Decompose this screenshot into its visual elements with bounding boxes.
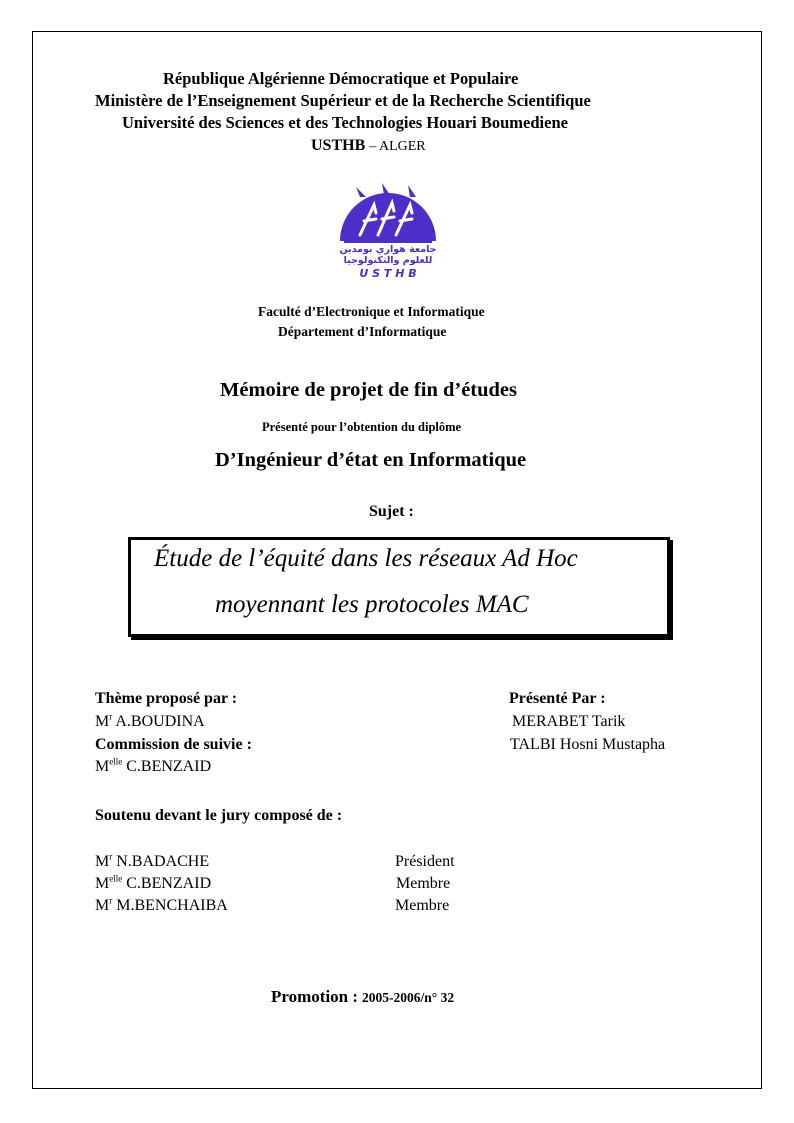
- jury-member: [95, 897, 228, 915]
- subject-line-2: moyennant les protocoles MAC: [215, 591, 529, 618]
- commission-title: M: [95, 758, 110, 775]
- presented-by-label: Présenté Par :: [509, 690, 606, 707]
- student-2: TALBI Hosni Mustapha: [510, 736, 666, 753]
- diploma: D’Ingénieur d’état en Informatique: [215, 449, 527, 471]
- promotion: [271, 987, 454, 1007]
- proposer-name: A.BOUDINA: [115, 713, 205, 730]
- jury-title-sup: elle: [109, 873, 123, 884]
- commission-name: C.BENZAID: [126, 758, 212, 775]
- subject-line-1: Étude de l’équité dans les réseaux Ad Hoc: [154, 545, 578, 572]
- commission-label: Commission de suivie :: [95, 736, 252, 753]
- promotion-value: 2005-2006/n° 32: [362, 990, 455, 1005]
- proposer: [95, 713, 205, 731]
- subject-label: Sujet :: [369, 503, 414, 520]
- jury-title: M: [95, 897, 110, 914]
- header-alger: – ALGER: [369, 139, 426, 154]
- faculty: Faculté d’Electronique et Informatique: [258, 304, 485, 319]
- jury-label: Soutenu devant le jury composé de :: [95, 807, 343, 824]
- proposer-title-sup: r: [109, 711, 113, 722]
- jury-title-sup: r: [109, 895, 113, 906]
- promotion-label: Promotion :: [271, 987, 359, 1006]
- department: Département d’Informatique: [278, 324, 447, 339]
- memoire-title: Mémoire de projet de fin d’études: [220, 379, 518, 401]
- logo-arabic-line-1: جامعة هواري بومدين: [339, 244, 437, 255]
- commission-title-sup: elle: [109, 756, 123, 767]
- header-line-4: [311, 137, 426, 155]
- logo-arabic-line-2: للعلوم والتكنولوجيا: [343, 255, 433, 266]
- student-1: MERABET Tarik: [512, 713, 626, 730]
- proposer-title: M: [95, 713, 110, 730]
- usthb-logo: [336, 183, 440, 281]
- header-line-1: République Algérienne Démocratique et Populaire: [163, 69, 519, 88]
- jury-member: [95, 853, 209, 871]
- logo-latin: U S T H B: [359, 267, 417, 280]
- jury-role: Président: [395, 853, 455, 870]
- proposed-by-label: Thème proposé par :: [95, 690, 238, 707]
- jury-title: M: [95, 853, 110, 870]
- jury-name: N.BADACHE: [116, 853, 210, 870]
- jury-title-sup: r: [109, 851, 113, 862]
- jury-name: C.BENZAID: [126, 875, 212, 892]
- jury-name: M.BENCHAIBA: [116, 897, 228, 914]
- jury-title: M: [95, 875, 110, 892]
- commission-member: [95, 758, 211, 776]
- jury-role: Membre: [395, 897, 450, 914]
- header-line-2: Ministère de l’Enseignement Supérieur et de la Recherche Scientifique: [95, 91, 591, 110]
- header-usthb: USTHB: [311, 137, 366, 154]
- jury-member: [95, 875, 211, 893]
- header-line-3: Université des Sciences et des Technologies Houari Boumediene: [122, 113, 568, 132]
- presented-for: Présenté pour l’obtention du diplôme: [262, 420, 462, 434]
- jury-role: Membre: [396, 875, 451, 892]
